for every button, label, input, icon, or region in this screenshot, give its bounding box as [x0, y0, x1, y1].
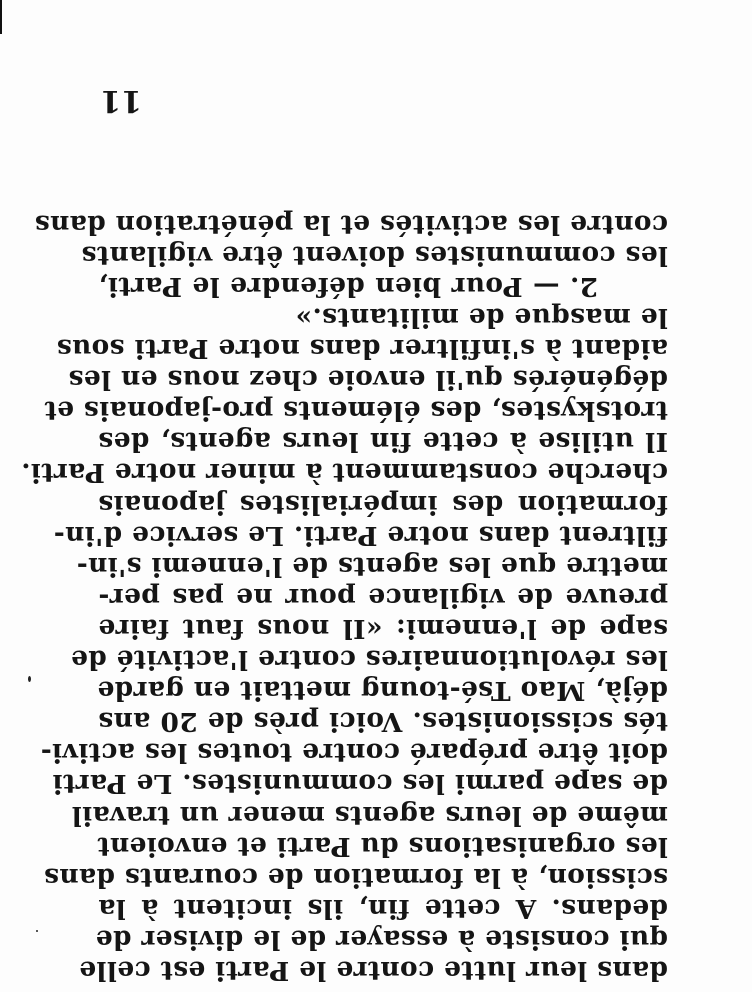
text-line: dedans. A cette fin, ils incitent à la [98, 892, 668, 924]
body-text [20, 208, 668, 986]
text-line: dans leur lutte contre le Parti est celle [78, 955, 668, 986]
text-line: les organisations du Parti et envoient [97, 830, 668, 862]
text-line: le masque de militants.» [295, 302, 668, 334]
text-line: mettre que les agents de l'ennemi s'in- [76, 550, 668, 582]
text-line: Il utilise à cette fin leurs agents, des [98, 426, 668, 458]
text-line: preuve de vigilance pour ne pas per- [98, 581, 668, 613]
text-line: les communistes doivent être vigilants [81, 239, 668, 271]
text-line: 2. — Pour bien défendre le Parti, [98, 270, 598, 302]
text-line: formation des impérialistes japonais [98, 488, 668, 520]
text-line: dégénérés qu'il envoie chez nous en les [68, 364, 668, 396]
text-line: sape de l'ennemi: «Il nous faut faire [98, 612, 668, 644]
text-line: doit être préparé contre toutes les activi- [40, 737, 668, 769]
text-line: les révolutionnaires contre l'activité de [70, 644, 668, 676]
text-line: contre les activités et la pénétration dans [34, 208, 668, 240]
text-line: même de leurs agents mener un travail [71, 799, 668, 831]
page-number: 11 [100, 83, 142, 118]
text-line: aidant à s'infiltrer dans notre Parti sous [56, 333, 668, 365]
text-line: scission, à la formation de courants dans [43, 861, 668, 893]
text-line: tés scissionistes. Voici près de 20 ans [98, 706, 668, 738]
text-line: cherche constamment à miner notre Parti. [20, 457, 668, 489]
text-line: de sape parmi les communistes. Le Parti [52, 768, 668, 800]
text-line: qui consiste à essayer de le diviser de [95, 923, 668, 955]
text-line: trotskystes, des éléments pro-japonais et [44, 395, 668, 427]
text-line: déjà, Mao Tsé-toung mettait en garde [97, 675, 668, 707]
text-line: filtrent dans notre Parti. Le service d'in- [53, 519, 668, 551]
